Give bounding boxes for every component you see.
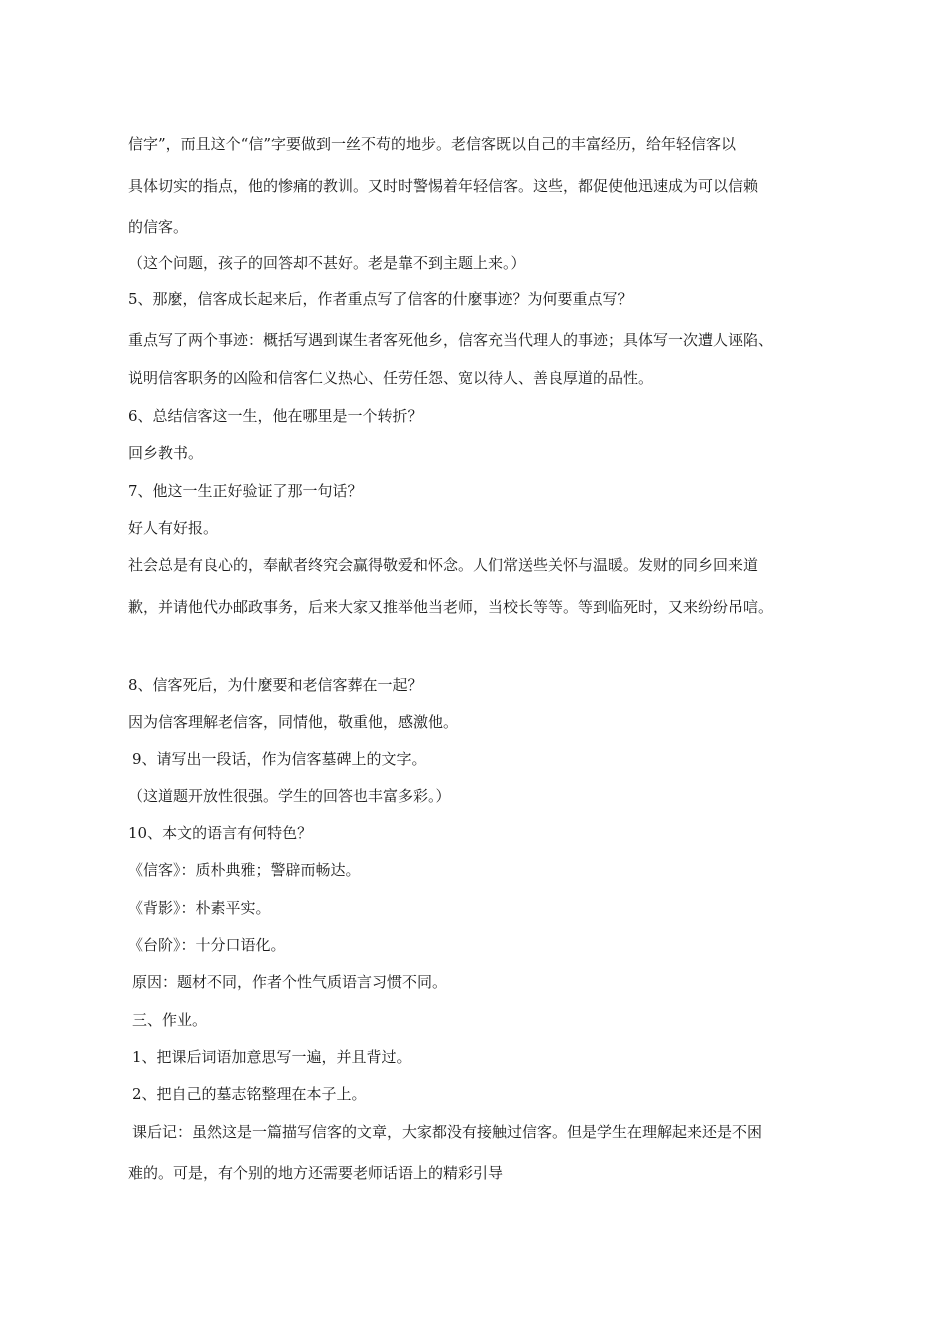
text-line: 《信客》：质朴典雅；警辟而畅达。 [128, 861, 361, 879]
question-5: 5、那麼，信客成长起来后，作者重点写了信客的什麼事迹？为何要重点写？ [128, 290, 633, 308]
homework-item: 2、把自己的墓志铭整理在本子上。 [132, 1085, 367, 1103]
text-line: 社会总是有良心的，奉献者终究会赢得敬爱和怀念。人们常送些关怀与温暖。发财的同乡回来道 [128, 556, 759, 574]
question-6: 6、总结信客这一生，他在哪里是一个转折？ [128, 407, 423, 425]
question-7: 7、他这一生正好验证了那一句话？ [128, 482, 363, 500]
text-line: 课后记：虽然这是一篇描写信客的文章，大家都没有接触过信客。但是学生在理解起来还是不困 [132, 1123, 763, 1141]
answer-8: 因为信客理解老信客，同情他，敬重他，感激他。 [128, 713, 459, 731]
text-line: （这个问题，孩子的回答却不甚好。老是靠不到主题上来。） [128, 254, 526, 272]
text-line: 歉，并请他代办邮政事务，后来大家又推举他当老师，当校长等等。等到临死时，又来纷纷吊唁。 [128, 598, 774, 616]
text-line: 说明信客职务的凶险和信客仁义热心、任劳任怨、宽以待人、善良厚道的品性。 [128, 369, 654, 387]
homework-item: 1、把课后词语加意思写一遍，并且背过。 [132, 1048, 412, 1066]
text-line: 原因：题材不同，作者个性气质语言习惯不同。 [132, 973, 448, 991]
text-line: 的信客。 [128, 218, 189, 236]
text-line: 重点写了两个事迹：概括写遇到谋生者客死他乡，信客充当代理人的事迹；具体写一次遭人诬陷、 [128, 331, 774, 349]
text-line: 《台阶》：十分口语化。 [128, 936, 286, 954]
answer-6: 回乡教书。 [128, 444, 204, 462]
question-9: 9、请写出一段话，作为信客墓碑上的文字。 [132, 750, 427, 768]
text-line: 具体切实的指点，他的惨痛的教训。又时时警惕着年轻信客。这些，都促使他迅速成为可以信赖 [128, 177, 759, 195]
answer-7: 好人有好报。 [128, 519, 219, 537]
question-10: 10、本文的语言有何特色？ [128, 824, 313, 842]
text-line: （这道题开放性很强。学生的回答也丰富多彩。） [128, 787, 451, 805]
text-line: 《背影》：朴素平实。 [128, 899, 271, 917]
text-line: 信字”，而且这个“信”字要做到一丝不苟的地步。老信客既以自己的丰富经历，给年轻信客以 [128, 135, 737, 153]
question-8: 8、信客死后，为什麼要和老信客葬在一起？ [128, 676, 423, 694]
text-line: 难的。可是，有个别的地方还需要老师话语上的精彩引导 [128, 1164, 504, 1182]
section-heading: 三、作业。 [132, 1011, 208, 1029]
